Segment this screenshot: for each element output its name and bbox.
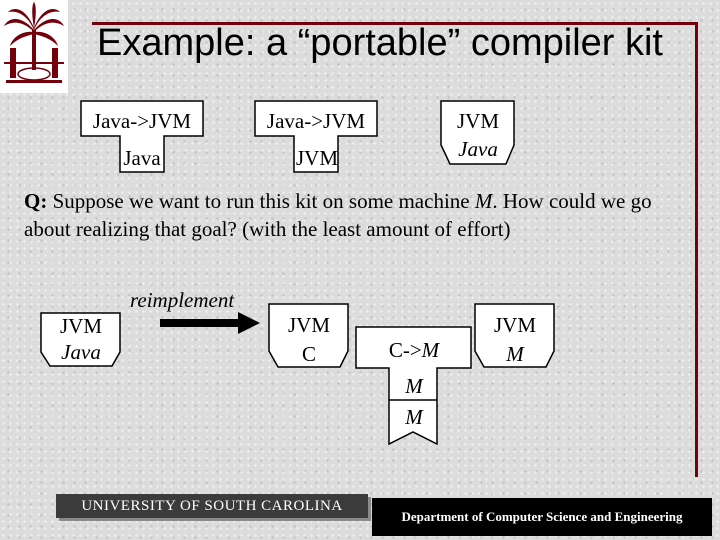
right-arrow-icon <box>160 312 260 334</box>
result-bottom-label: M <box>506 342 524 366</box>
question-text <box>24 187 694 243</box>
interpreter-top-label: JVM <box>456 109 499 133</box>
compiler1-top-label: Java->JVM <box>92 109 192 133</box>
c-compiler-target: M <box>421 338 440 362</box>
question-text-after: . How could we go about realizing that goal? (with the least amount of effort) <box>24 189 652 241</box>
question-prefix: Q: <box>24 189 48 213</box>
question-machine: M <box>474 189 493 213</box>
c-compiler-machine-base: M <box>405 405 423 429</box>
palmetto-seal-icon <box>0 0 68 93</box>
interpreter-bottom-label: Java <box>458 137 498 161</box>
footer-university: UNIVERSITY OF SOUTH CAROLINA <box>56 494 368 518</box>
target-bottom-label: C <box>301 342 316 366</box>
c-compiler-source: C-> <box>388 338 422 362</box>
source-bottom-label: Java <box>61 340 101 364</box>
slide-title: Example: a “portable” compiler kit <box>97 22 663 64</box>
footer-department: Department of Computer Science and Engineering <box>372 498 712 536</box>
question-text-before: Suppose we want to run this kit on some machine <box>47 189 475 213</box>
university-logo <box>0 0 68 93</box>
target-top-label: JVM <box>287 313 330 337</box>
compiler1-bottom-label: Java <box>123 146 161 170</box>
source-top-label: JVM <box>59 314 102 338</box>
compiler2-top-label: Java->JVM <box>266 109 366 133</box>
reimplement-label: reimplement <box>130 288 235 312</box>
result-top-label: JVM <box>493 313 536 337</box>
c-compiler-implementation-label: M <box>405 374 423 398</box>
c-compiler-top-label <box>357 338 471 363</box>
frame-line-right <box>695 22 698 477</box>
compiler2-bottom-label: JVM <box>295 146 338 170</box>
